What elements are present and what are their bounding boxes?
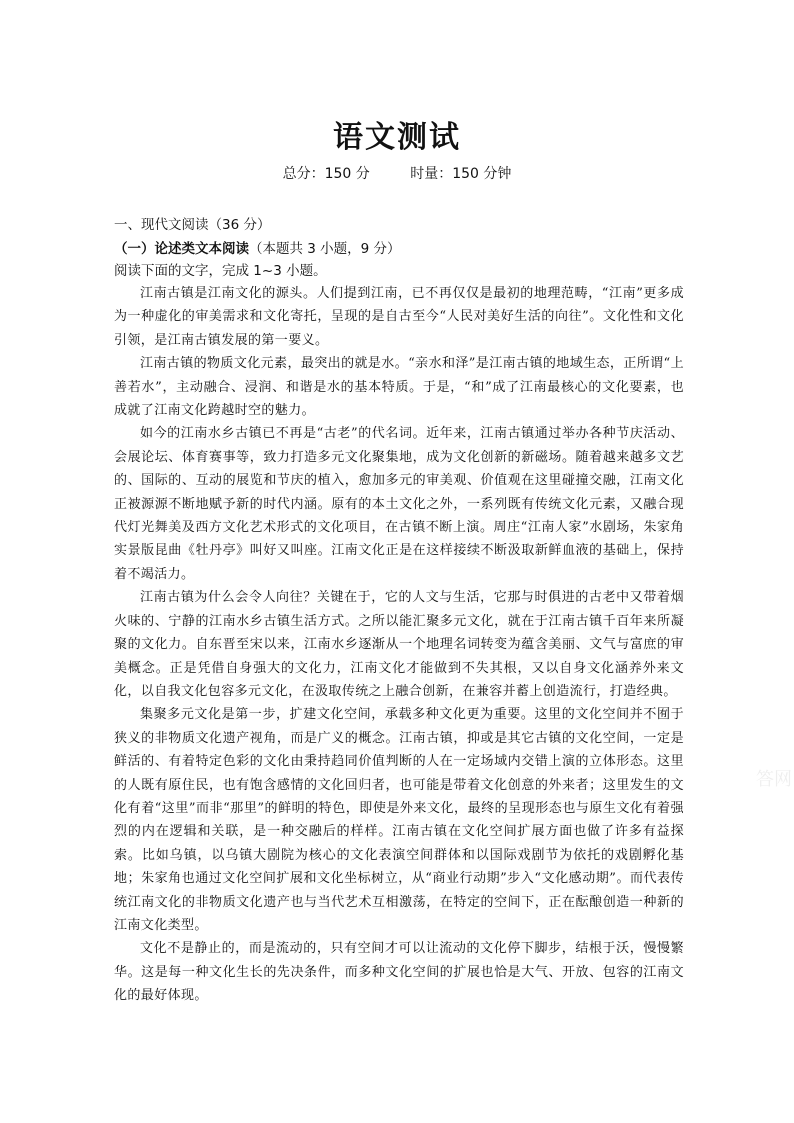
- reading-passage: [114, 282, 684, 1008]
- passage-paragraph: 江南古镇是江南文化的源头。人们提到江南，已不再仅仅是最初的地理范畴，“江南”更多成为一种虚化的审美需求和文化寄托，呈现的是自古至今“人民对美好生活的向往”。文化性和文化引领，是江南古镇发展的第一要义。: [114, 286, 684, 348]
- total-score: 总分：150 分: [282, 166, 370, 182]
- page-title: 语文测试: [333, 120, 461, 155]
- passage-paragraph: 集聚多元文化是第一步，扩建文化空间，承载多种文化更为重要。这里的文化空间并不囿于狭义的非物质文化遗产视角，而是广义的概念。江南古镇，抑或是其它古镇的文化空间，一定是鲜活的、有着特定色彩的文化由秉持趋同价值判断的人在一定场域内交错上演的立体形态。这里的人既有原住民，也有饱含感情的文化回归者，也可能是带着文化创意的外来者；这里发生的文化有着“这里”而非“那里”的鲜明的特色，即使是外来文化，最终的呈现形态也与原生文化有着强烈的内在逻辑和关联，是一种交融后的样样。江南古镇在文化空间扩展方面也做了许多有益探索。比如乌镇，以乌镇大剧院为核心的文化表演空间群体和以国际戏剧节为依托的戏剧孵化基地；朱家角也通过文化空间扩展和文化坐标树立，从“商业行动期”步入“文化感动期”。而代表传统江南文化的非物质文化遗产也与当代艺术互相激荡，在特定的空间下，正在酝酿创造一种新的江南文化类型。: [114, 707, 684, 933]
- sub-section-title: （一）论述类文本阅读: [114, 241, 249, 257]
- section-heading: 一、现代文阅读（36 分）: [114, 217, 271, 233]
- sub-section-heading: [114, 238, 684, 260]
- passage-paragraph: 江南古镇的物质文化元素，最突出的就是水。“亲水和泽”是江南古镇的地域生态，正所谓“上善若水”，主动融合、浸润、和谐是水的基本特质。于是，“和”成了江南最核心的文化要素，也成就了江南文化跨越时空的魅力。: [114, 356, 684, 419]
- passage-paragraph: 江南古镇为什么会令人向往？关键在于，它的人文与生活，它那与时俱进的古老中又带着烟火味的、宁静的江南水乡古镇生活方式。之所以能汇聚多元文化，就在于江南古镇千百年来所凝聚的文化力。自东晋至宋以来，江南水乡逐渐从一个地理名词转变为蕴含美丽、文气与富庶的审美概念。正是凭借自身强大的文化力，江南文化才能做到不失其根，又以自身文化涵养外来文化，以自我文化包容多元文化，在汲取传统之上融合创新，在兼容并蓄上创造流行，打造经典。: [114, 590, 684, 699]
- passage-paragraph: 文化不是静止的，而是流动的，只有空间才可以让流动的文化停下脚步，结根于沃，慢慢繁华。这是每一种文化生长的先决条件，而多种文化空间的扩展也恰是大气、开放、包容的江南文化的最好体现。: [114, 941, 684, 1004]
- watermark: 答网: [756, 769, 792, 790]
- sub-section-note: （本题共 3 小题，9 分）: [249, 241, 401, 257]
- exam-meta: [0, 163, 794, 183]
- time-limit: 时量：150 分钟: [410, 166, 512, 182]
- reading-instruction: 阅读下面的文字，完成 1~3 小题。: [114, 263, 327, 279]
- passage-paragraph: 如今的江南水乡古镇已不再是“古老”的代名词。近年来，江南古镇通过举办各种节庆活动、会展论坛、体育赛事等，致力打造多元文化聚集地，成为文化创新的新磁场。随着越来越多文艺的、国际的、互动的展览和节庆的植入，愈加多元的审美观、价值观在这里碰撞交融，江南文化正被源源不断地赋予新的时代内涵。原有的本土文化之外，一系列既有传统文化元素，又融合现代灯光舞美及西方文化艺术形式的文化项目，在古镇不断上演。周庄“江南人家”水剧场，朱家角实景版昆曲《牡丹亭》叫好又叫座。江南文化正是在这样接续不断汲取新鲜血液的基础上，保持着不竭活力。: [114, 426, 684, 582]
